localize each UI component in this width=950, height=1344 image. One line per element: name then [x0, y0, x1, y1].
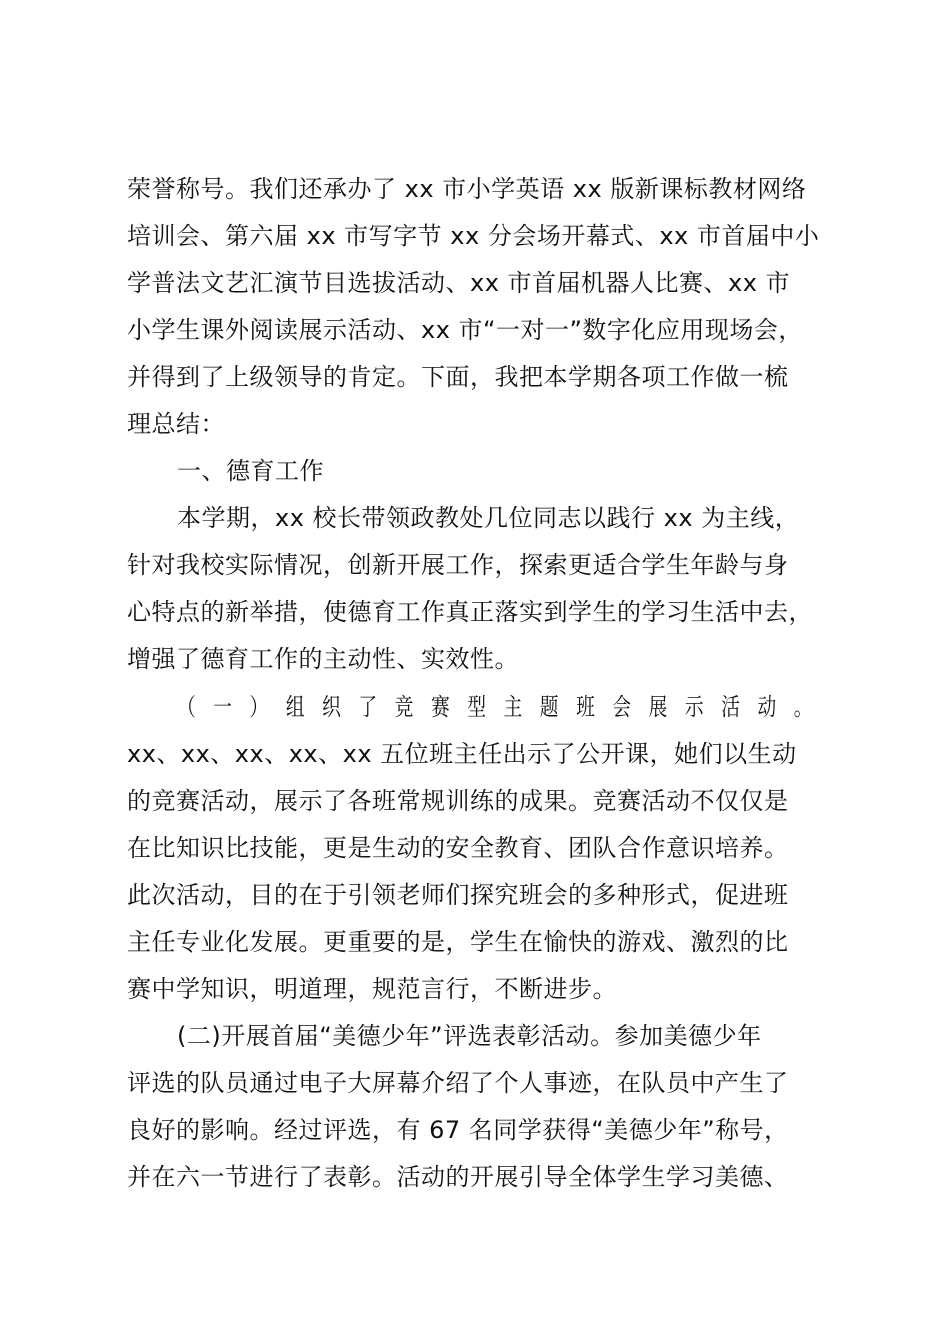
subsection-heading: （一）组织了竞赛型主题班会展示活动。	[177, 693, 831, 721]
section-heading: 一、德育工作	[177, 457, 324, 485]
body-text-line: 针对我校实际情况，创新开展工作，探索更适合学生年龄与身	[127, 551, 789, 579]
body-text-line: 的竞赛活动，展示了各班常规训练的成果。竞赛活动不仅仅是	[127, 787, 789, 815]
body-text-line: 培训会、第六届 xx 市写字节 xx 分会场开幕式、xx 市首届中小	[127, 222, 820, 250]
body-text-line: 增强了德育工作的主动性、实效性。	[127, 645, 519, 673]
body-text-line: 荣誉称号。我们还承办了 xx 市小学英语 xx 版新课标教材网络	[127, 175, 807, 203]
body-text-line: 此次活动，目的在于引领老师们探究班会的多种形式，促进班	[127, 881, 789, 909]
subsection-heading: (二)开展首届“美德少年”评选表彰活动。参加美德少年	[177, 1022, 762, 1050]
body-text-line: 评选的队员通过电子大屏幕介绍了个人事迹，在队员中产生了	[127, 1069, 789, 1097]
body-text-line: 学普法文艺汇演节目选拔活动、xx 市首届机器人比赛、xx 市	[127, 269, 791, 297]
body-text-line: 良好的影响。经过评选，有 67 名同学获得“美德少年”称号，	[127, 1116, 789, 1144]
body-text-line: 小学生课外阅读展示活动、xx 市“一对一”数字化应用现场会，	[127, 316, 803, 344]
body-text-line: xx、xx、xx、xx、xx 五位班主任出示了公开课，她们以生动	[127, 740, 797, 768]
body-text-line: 主任专业化发展。更重要的是，学生在愉快的游戏、激烈的比	[127, 928, 789, 956]
body-text-line: 理总结：	[127, 410, 225, 438]
body-text-line: 并在六一节进行了表彰。活动的开展引导全体学生学习美德、	[127, 1163, 789, 1191]
body-text-line: 在比知识比技能，更是生动的安全教育、团队合作意识培养。	[127, 834, 789, 862]
body-text-line: 本学期，xx 校长带领政教处几位同志以践行 xx 为主线，	[177, 504, 800, 532]
body-text-line: 心特点的新举措，使德育工作真正落实到学生的学习生活中去，	[127, 598, 813, 626]
body-text-line: 并得到了上级领导的肯定。下面，我把本学期各项工作做一梳	[127, 363, 789, 391]
body-text-line: 赛中学知识，明道理，规范言行，不断进步。	[127, 975, 617, 1003]
